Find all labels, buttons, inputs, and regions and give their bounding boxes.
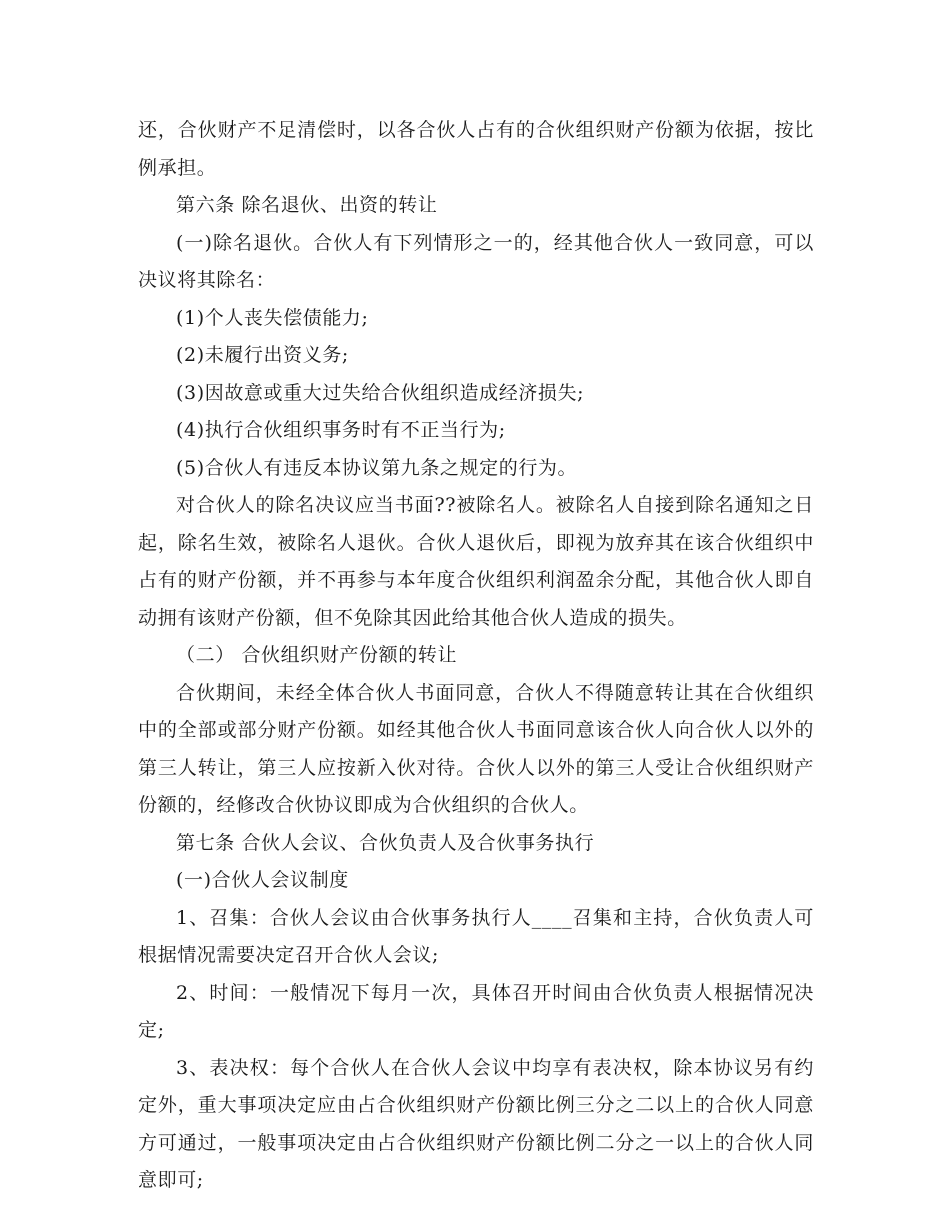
list-item: (5)合伙人有违反本协议第九条之规定的行为。	[176, 456, 578, 479]
article-6-heading: 第六条 除名退伙、出资的转让	[176, 194, 438, 216]
clause-expulsion: (一)除名退伙。合伙人有下列情形之一的，经其他合伙人一致同意，可以决议将其除名：	[138, 231, 814, 291]
paragraph-convening: 1、召集：合伙人会议由合伙事务执行人____召集和主持，合伙负责人可根据情况需要决定召开合伙人会议;	[138, 906, 814, 966]
list-item: (3)因故意或重大过失给合伙组织造成经济损失;	[176, 381, 585, 404]
paragraph-continuation: 还，合伙财产不足清偿时，以各合伙人占有的合伙组织财产份额为依据，按比例承担。	[138, 119, 814, 179]
paragraph-expulsion-resolution: 对合伙人的除名决议应当书面??被除名人。被除名人自接到除名通知之日起，除名生效，被除名人退伙。合伙人退伙后，即视为放弃其在该合伙组织中占有的财产份额，并不再参与本年度合伙组织利润盈余分配，其他合伙人即自动拥有该财产份额，但不免除其因此给其他合伙人造成的损失。	[138, 494, 814, 629]
article-7-heading: 第七条 合伙人会议、合伙负责人及合伙事务执行	[176, 831, 595, 854]
clause-share-transfer-heading: （二） 合伙组织财产份额的转让	[176, 644, 458, 666]
list-item: (1)个人丧失偿债能力;	[176, 306, 369, 329]
list-item: (2)未履行出资义务;	[176, 344, 349, 366]
list-item: (4)执行合伙组织事务时有不正当行为;	[176, 419, 506, 441]
paragraph-share-transfer: 合伙期间，未经全体合伙人书面同意，合伙人不得随意转让其在合伙组织中的全部或部分财产份额。如经其他合伙人书面同意该合伙人向合伙人以外的第三人转让，第三人应按新入伙对待。合伙人以外的第三人受让合伙组织财产份额的，经修改合伙协议即成为合伙组织的合伙人。	[138, 681, 814, 816]
document-body	[138, 112, 814, 1200]
clause-meeting-system-heading: (一)合伙人会议制度	[176, 869, 349, 891]
paragraph-voting-rights: 3、表决权：每个合伙人在合伙人会议中均享有表决权，除本协议另有约定外，重大事项决定应由占合伙组织财产份额比例三分之二以上的合伙人同意方可通过，一般事项决定由占合伙组织财产份额比例二分之一以上的合伙人同意即可;	[138, 1056, 814, 1191]
paragraph-meeting-time: 2、时间：一般情况下每月一次，具体召开时间由合伙负责人根据情况决定;	[138, 981, 814, 1041]
